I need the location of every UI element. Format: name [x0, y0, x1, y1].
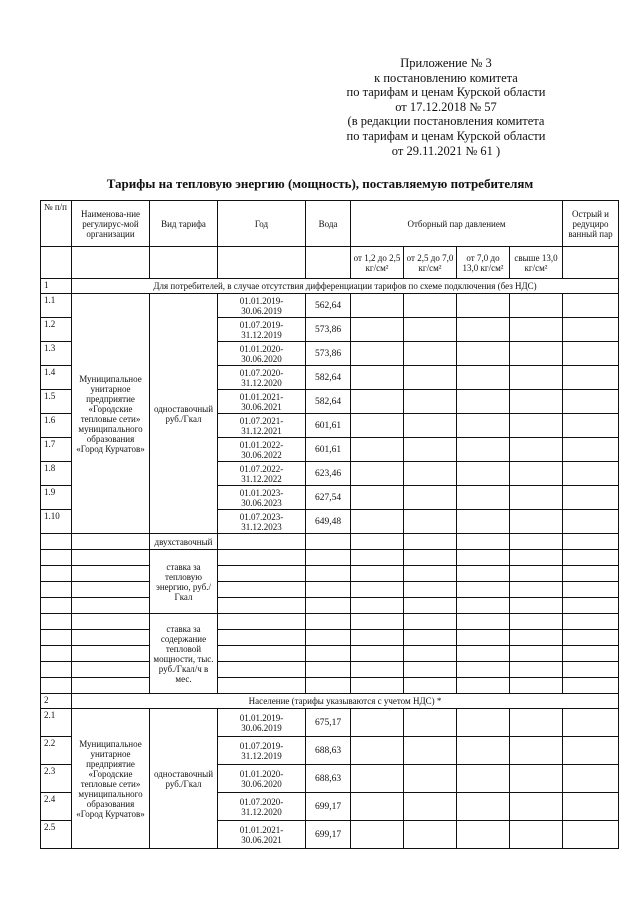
row-number: 2.3 — [41, 765, 72, 793]
row-number: 1.6 — [41, 414, 72, 438]
period: 01.01.2020-30.06.2020 — [218, 765, 306, 793]
header-pressure-2: от 2,5 до 7,0 кг/см² — [404, 247, 457, 279]
period: 01.01.2022-30.06.2022 — [218, 438, 306, 462]
header-kind: Вид тарифа — [150, 201, 218, 247]
appendix-line: по тарифам и ценам Курской области — [346, 85, 546, 100]
table-row — [41, 582, 619, 598]
header-num: № п/п — [41, 201, 72, 247]
table-row — [41, 614, 619, 630]
document-title: Тарифы на тепловую энергию (мощность), поставляемую потребителям — [106, 176, 534, 191]
appendix-line: от 17.12.2018 № 57 — [395, 99, 497, 114]
row-number: 1.1 — [41, 294, 72, 318]
period: 01.07.2019-31.12.2019 — [218, 737, 306, 765]
water-value: 623,46 — [306, 462, 351, 486]
tariff-kind: одноставочный руб./Гкал — [150, 294, 218, 534]
appendix-line: Приложение № 3 — [400, 56, 492, 70]
row-number: 1.4 — [41, 366, 72, 390]
row-number: 2.4 — [41, 793, 72, 821]
table-row — [41, 678, 619, 694]
section-number: 2 — [41, 694, 72, 709]
water-value: 582,64 — [306, 390, 351, 414]
two-part-power-rate: ставка за содержание тепловой мощности, тыс. руб./Гкал/ч в мес. — [150, 614, 218, 694]
row-number: 2.1 — [41, 709, 72, 737]
water-value: 688,63 — [306, 765, 351, 793]
period: 01.07.2022-31.12.2022 — [218, 462, 306, 486]
organization-name: Муниципальное унитарное предприятие «Городские тепловые сети» муниципального образования «Город Курчатов» — [72, 294, 150, 534]
two-part-tariff: двухставочный — [150, 534, 218, 550]
two-part-energy-rate: ставка за тепловую энергию, руб./Гкал — [150, 550, 218, 614]
period: 01.01.2023-30.06.2023 — [218, 486, 306, 510]
section-number: 1 — [41, 279, 72, 294]
table-row — [41, 646, 619, 662]
water-value: 627,54 — [306, 486, 351, 510]
table-row — [41, 534, 619, 550]
water-value: 675,17 — [306, 709, 351, 737]
appendix-line: от 29.11.2021 № 61 ) — [391, 143, 501, 158]
section-label: Население (тарифы указываются с учетом НДС) * — [72, 694, 619, 709]
water-value: 573,86 — [306, 342, 351, 366]
water-value: 649,48 — [306, 510, 351, 534]
period: 01.07.2019-31.12.2019 — [218, 318, 306, 342]
tariff-table — [40, 200, 619, 849]
header-steam: Отборный пар давлением — [351, 201, 563, 247]
period: 01.01.2021-30.06.2021 — [218, 821, 306, 849]
table-row — [41, 566, 619, 582]
tariff-kind: одноставочный руб./Гкал — [150, 709, 218, 849]
period: 01.07.2020-31.12.2020 — [218, 366, 306, 390]
period: 01.07.2021-31.12.2021 — [218, 414, 306, 438]
organization-name: Муниципальное унитарное предприятие «Городские тепловые сети» муниципального образования «Город Курчатов» — [72, 709, 150, 849]
row-number: 1.7 — [41, 438, 72, 462]
section-label: Для потребителей, в случае отсутствия дифференциации тарифов по схеме подключения (без НДС) — [72, 279, 619, 294]
water-value: 688,63 — [306, 737, 351, 765]
row-number: 1.10 — [41, 510, 72, 534]
header-year: Год — [218, 201, 306, 247]
header-pressure-1: от 1,2 до 2,5 кг/см² — [351, 247, 404, 279]
row-number: 1.2 — [41, 318, 72, 342]
water-value: 582,64 — [306, 366, 351, 390]
water-value: 699,17 — [306, 793, 351, 821]
table-row — [41, 630, 619, 646]
row-number: 2.2 — [41, 737, 72, 765]
table-row — [41, 294, 619, 318]
row-number: 2.5 — [41, 821, 72, 849]
header-pressure-3: от 7,0 до 13,0 кг/см² — [457, 247, 510, 279]
period: 01.07.2023-31.12.2023 — [218, 510, 306, 534]
table-row — [41, 709, 619, 737]
period: 01.01.2019-30.06.2019 — [218, 294, 306, 318]
table-row — [41, 662, 619, 678]
water-value: 601,61 — [306, 438, 351, 462]
row-number: 1.5 — [41, 390, 72, 414]
period: 01.01.2019-30.06.2019 — [218, 709, 306, 737]
period: 01.01.2020-30.06.2020 — [218, 342, 306, 366]
water-value: 573,86 — [306, 318, 351, 342]
table-row — [41, 598, 619, 614]
row-number: 1.3 — [41, 342, 72, 366]
table-row — [41, 550, 619, 566]
row-number: 1.8 — [41, 462, 72, 486]
period: 01.07.2020-31.12.2020 — [218, 793, 306, 821]
period: 01.01.2021-30.06.2021 — [218, 390, 306, 414]
water-value: 601,61 — [306, 414, 351, 438]
appendix-block — [326, 56, 566, 158]
header-pressure-4: свыше 13,0 кг/см² — [510, 247, 563, 279]
appendix-line: (в редакции постановления комитета — [347, 114, 545, 129]
header-water: Вода — [306, 201, 351, 247]
header-org: Наименова-ние регулирус-мой организации — [72, 201, 150, 247]
header-sharp-steam: Острый и редуциро ванный пар — [563, 201, 619, 247]
row-number: 1.9 — [41, 486, 72, 510]
appendix-line: по тарифам и ценам Курской области — [346, 128, 546, 143]
appendix-line: к постановлению комитета — [374, 70, 518, 85]
water-value: 562,64 — [306, 294, 351, 318]
water-value: 699,17 — [306, 821, 351, 849]
